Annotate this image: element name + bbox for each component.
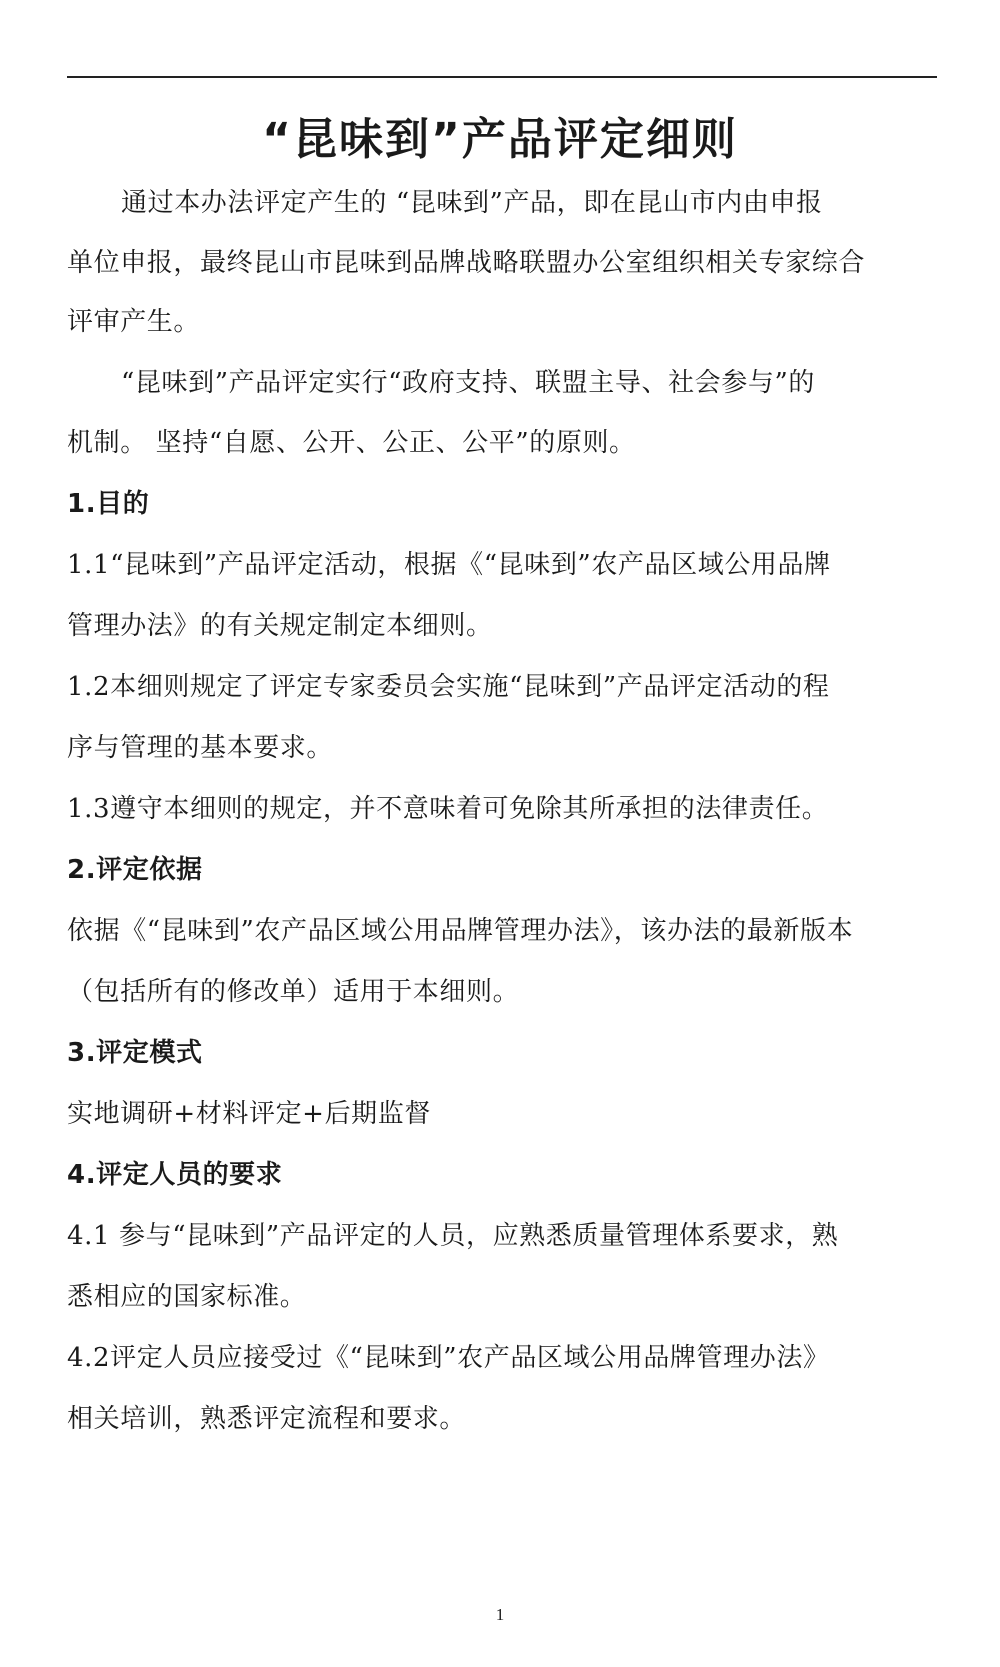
page-number: 1 [495, 1605, 505, 1624]
section-heading-basis: 2.评定依据 [67, 855, 203, 885]
clause-1-1-line-2: 管理办法》的有关规定制定本细则。 [67, 611, 493, 641]
clause-4-2-line-1: 4.2评定人员应接受过《“昆味到”农产品区域公用品牌管理办法》 [67, 1343, 830, 1373]
document-title: “昆味到”产品评定细则 [262, 114, 738, 165]
clause-1-1-line-1: 1.1“昆味到”产品评定活动，根据《“昆味到”农产品区域公用品牌 [67, 550, 831, 580]
clause-1-2-line-1: 1.2本细则规定了评定专家委员会实施“昆味到”产品评定活动的程 [67, 672, 830, 702]
principle-paragraph-line-2: 机制。 坚持“自愿、公开、公正、公平”的原则。 [67, 428, 636, 458]
clause-4-2-line-2: 相关培训，熟悉评定流程和要求。 [67, 1404, 467, 1434]
intro-paragraph-line-2: 单位申报，最终昆山市昆味到品牌战略联盟办公室组织相关专家综合 [67, 248, 866, 278]
basis-paragraph-line-2: （包括所有的修改单）适用于本细则。 [67, 977, 520, 1007]
intro-paragraph-line-1: 通过本办法评定产生的 “昆味到”产品，即在昆山市内由申报 [121, 188, 823, 218]
clause-4-1-line-2: 悉相应的国家标准。 [67, 1282, 307, 1312]
section-heading-personnel: 4.评定人员的要求 [67, 1160, 283, 1190]
section-heading-purpose: 1.目的 [67, 489, 150, 519]
intro-paragraph-line-3: 评审产生。 [67, 307, 201, 337]
mode-paragraph: 实地调研+材料评定+后期监督 [67, 1099, 431, 1129]
section-heading-mode: 3.评定模式 [67, 1038, 203, 1068]
principle-paragraph-line-1: “昆味到”产品评定实行“政府支持、联盟主导、社会参与”的 [121, 368, 815, 398]
basis-paragraph-line-1: 依据《“昆味到”农产品区域公用品牌管理办法》，该办法的最新版本 [67, 916, 854, 946]
clause-1-2-line-2: 序与管理的基本要求。 [67, 733, 334, 763]
clause-1-3: 1.3遵守本细则的规定，并不意味着可免除其所承担的法律责任。 [67, 794, 829, 824]
clause-4-1-line-1: 4.1 参与“昆味到”产品评定的人员，应熟悉质量管理体系要求，熟 [67, 1221, 839, 1251]
header-rule [67, 76, 937, 78]
